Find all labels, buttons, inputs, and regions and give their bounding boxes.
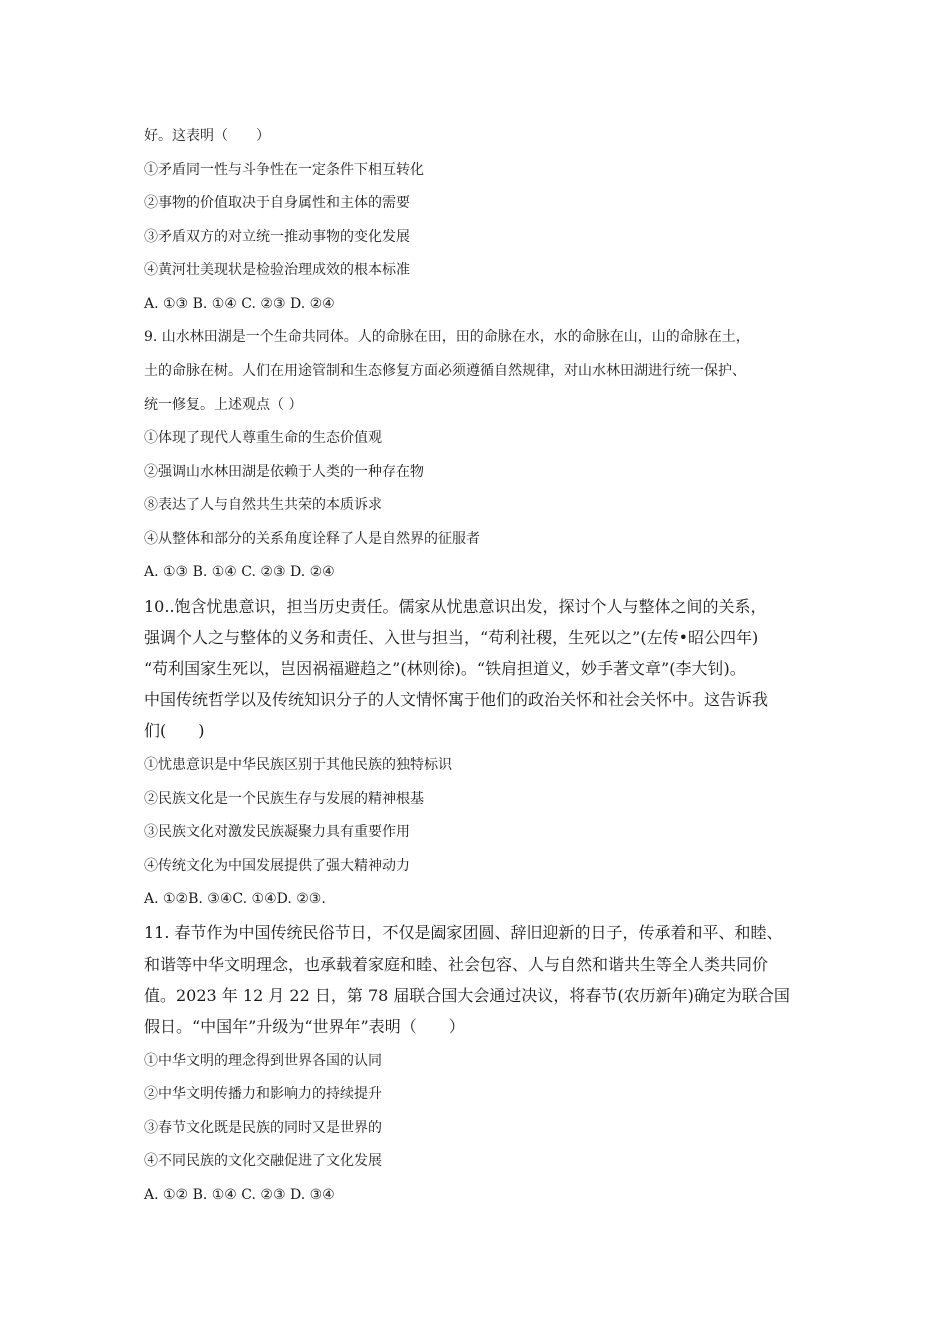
q11-option-1: ①中华文明的理念得到世界各国的认同	[144, 1053, 382, 1069]
q10-stem-line-3: “苟利国家生死以，岂因祸福避趋之”(林则徐)。“铁肩担道义，妙手著文章”(李大钊)。	[144, 659, 746, 678]
q10-stem-line-4: 中国传统哲学以及传统知识分子的人文情怀寓于他们的政治关怀和社会关怀中。这告诉我	[144, 690, 769, 709]
q10-choices: A. ①②B. ③④C. ①④D. ②③.	[144, 891, 326, 907]
q11-option-3: ③春节文化既是民族的同时又是世界的	[144, 1120, 382, 1136]
q10-option-1: ①忧患意识是中华民族区别于其他民族的独特标识	[144, 757, 452, 773]
q8-choices: A. ①③ B. ①④ C. ②③ D. ②④	[144, 296, 335, 312]
q11-stem-line-4: 假日。“中国年”升级为“世界年”表明（ ）	[144, 1017, 465, 1036]
q11-choices: A. ①② B. ①④ C. ②③ D. ③④	[144, 1187, 335, 1203]
q9-option-2: ②强调山水林田湖是依赖于人类的一种存在物	[144, 464, 424, 480]
q9-stem-line-1: 9. 山水林田湖是一个生命共同体。人的命脉在田，田的命脉在水，水的命脉在山，山的命脉在土，	[144, 329, 750, 345]
q8-option-3: ③矛盾双方的对立统一推动事物的变化发展	[144, 229, 410, 245]
q10-option-3: ③民族文化对激发民族凝聚力具有重要作用	[144, 824, 410, 840]
q11-option-4: ④不同民族的文化交融促进了文化发展	[144, 1153, 382, 1169]
q10-stem-line-5: 们( )	[144, 721, 205, 740]
q9-option-3: ⑧表达了人与自然共生共荣的本质诉求	[144, 497, 382, 513]
q10-option-4: ④传统文化为中国发展提供了强大精神动力	[144, 858, 410, 874]
q8-option-4: ④黄河壮美现状是检验治理成效的根本标准	[144, 262, 410, 278]
q10-stem-line-2: 强调个人之与整体的义务和责任、入世与担当，“苟利社稷，生死以之”(左传•昭公四年)	[144, 628, 759, 647]
q8-option-1: ①矛盾同一性与斗争性在一定条件下相互转化	[144, 162, 424, 178]
q10-option-2: ②民族文化是一个民族生存与发展的精神根基	[144, 791, 424, 807]
q9-choices: A. ①③ B. ①④ C. ②③ D. ②④	[144, 564, 335, 580]
q11-option-2: ②中华文明传播力和影响力的持续提升	[144, 1086, 382, 1102]
q11-stem-line-1: 11. 春节作为中国传统民俗节日，不仅是阖家团圆、辞旧迎新的日子，传承着和平、和睦、	[144, 923, 783, 942]
q9-stem-line-3: 统一修复。上述观点（ ）	[144, 397, 303, 413]
q9-stem-line-2: 土的命脉在树。人们在用途管制和生态修复方面必须遵循自然规律，对山水林田湖进行统一保护、	[144, 363, 746, 379]
q8-stem-tail: 好。这表明（ ）	[144, 128, 270, 144]
q11-stem-line-2: 和谐等中华文明理念，也承载着家庭和睦、社会包容、人与自然和谐共生等全人类共同价	[144, 955, 769, 974]
q11-stem-line-3: 值。2023 年 12 月 22 日，第 78 届联合国大会通过决议，将春节(农历新年)确定为联合国	[144, 986, 790, 1005]
q8-option-2: ②事物的价值取决于自身属性和主体的需要	[144, 195, 410, 211]
q10-stem-line-1: 10..饱含忧患意识，担当历史责任。儒家从忧患意识出发，探讨个人与整体之间的关系，	[144, 597, 767, 616]
q9-option-1: ①体现了现代人尊重生命的生态价值观	[144, 430, 382, 446]
q9-option-4: ④从整体和部分的关系角度诠释了人是自然界的征服者	[144, 531, 480, 547]
